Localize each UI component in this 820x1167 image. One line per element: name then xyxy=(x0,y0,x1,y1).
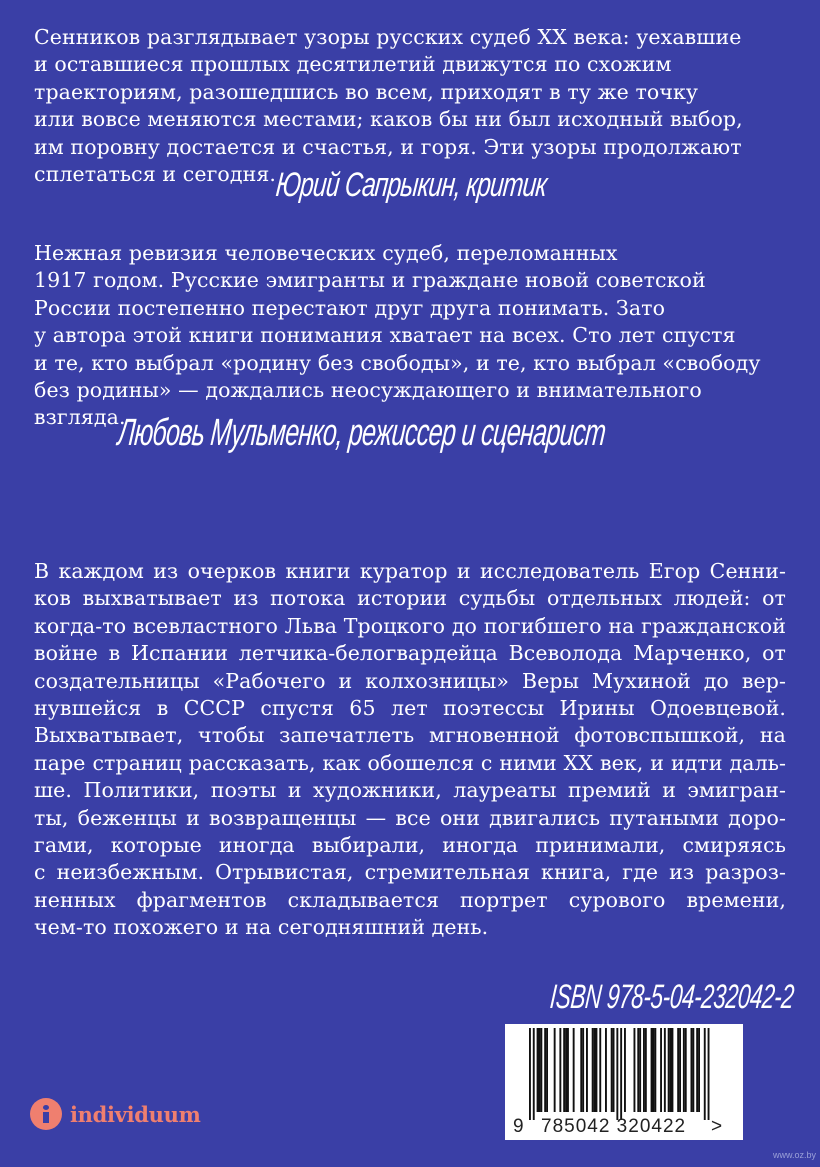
barcode-bar xyxy=(639,1028,641,1112)
text-line: 1917 годом. Русские эмигранты и граждане новой советской xyxy=(34,268,706,293)
text-line: Выхватывает, чтобы запечатлеть мгновенной фотовспышкой, на xyxy=(34,723,786,748)
text-line: войне в Испании летчика-белогвардейца Всеволода Марченко, от xyxy=(34,641,786,666)
text-line: России постепенно перестают друг друга понимать. Зато xyxy=(34,295,666,320)
barcode-bar xyxy=(611,1028,613,1112)
barcode-bar xyxy=(692,1028,694,1112)
barcode-bar xyxy=(605,1028,607,1112)
barcode-bar xyxy=(567,1028,569,1112)
book-description xyxy=(34,558,786,942)
text-line: без родины» — дождались неосуждающего и внимательного xyxy=(34,378,702,403)
text-line: взгляда. xyxy=(34,405,126,430)
barcode-bar xyxy=(573,1028,575,1112)
text-line: ше. Политики, поэты и художники, лауреаты премий и эмигран- xyxy=(34,778,786,803)
barcode-bar xyxy=(563,1028,565,1112)
barcode-bar xyxy=(698,1028,700,1112)
barcode-bar xyxy=(613,1028,615,1112)
barcode-bar xyxy=(679,1028,681,1112)
text-line: ков выхватывает из потока истории судьбы отдельных людей: от xyxy=(34,586,786,611)
text-line: В каждом из очерков книги куратор и исследователь Егор Сенни- xyxy=(34,559,786,583)
text-line: сплетаться и сегодня. xyxy=(34,162,277,187)
review-author-mulmenko: Любовь Мульменко, режиссер и сценарист xyxy=(116,412,608,454)
barcode-bar xyxy=(677,1028,679,1112)
barcode-bar xyxy=(664,1028,666,1112)
barcode-bar xyxy=(654,1028,656,1112)
barcode-bar xyxy=(599,1028,601,1112)
text-line: чем-то похожего и на сегодняшний день. xyxy=(34,915,489,940)
barcode-bar xyxy=(691,1028,693,1112)
barcode-bar xyxy=(696,1028,698,1112)
barcode-bar xyxy=(540,1028,542,1112)
text-line: и те, кто выбрал «родину без свободы», и те, кто выбрал «свободу xyxy=(34,350,761,375)
barcode-bar xyxy=(559,1028,561,1112)
text-line: траекториям, разошедшись во всем, приходят в ту же точку xyxy=(34,79,699,104)
barcode xyxy=(505,1024,743,1140)
publisher-logo xyxy=(30,1098,201,1130)
text-line: Нежная ревизия человеческих судеб, переломанных xyxy=(34,241,618,265)
barcode-bar xyxy=(683,1028,685,1112)
barcode-bar xyxy=(582,1028,584,1112)
barcode-bar xyxy=(704,1028,706,1120)
barcode-digits xyxy=(505,1113,743,1140)
text-line: им поровну достается и счастья, и горя. Эти узоры продолжают xyxy=(34,134,742,159)
barcode-bar xyxy=(533,1028,535,1120)
barcode-bar xyxy=(708,1028,710,1120)
barcode-bar xyxy=(586,1028,588,1112)
barcode-number: 785042 320422 xyxy=(541,1116,687,1137)
barcode-bar xyxy=(596,1028,598,1112)
text-line: с неизбежным. Отрывистая, стремительная книга, где из разроз- xyxy=(34,860,786,885)
text-line: нувшейся в СССР спустя 65 лет поэтессы Ирины Одоевцевой. xyxy=(34,696,786,721)
text-line: ненных фрагментов складывается портрет сурового времени, xyxy=(34,887,786,912)
text-line: создательницы «Рабочего и колхозницы» Веры Мухиной до вер- xyxy=(34,668,786,693)
barcode-bar xyxy=(637,1028,639,1112)
barcode-bar xyxy=(554,1028,556,1112)
barcode-bar xyxy=(580,1028,582,1112)
barcode-bar xyxy=(660,1028,662,1112)
barcode-bar xyxy=(565,1028,567,1112)
barcode-bar xyxy=(651,1028,653,1112)
barcode-bar xyxy=(539,1028,541,1112)
text-line: и оставшиеся прошлых десятилетий движутся по схожим xyxy=(34,52,672,77)
barcode-bar xyxy=(672,1028,674,1112)
barcode-bar xyxy=(653,1028,655,1112)
info-i-icon xyxy=(30,1098,62,1130)
barcode-bar xyxy=(544,1028,546,1112)
barcode-bar xyxy=(616,1028,618,1120)
barcode-bar xyxy=(620,1028,622,1120)
barcode-bar xyxy=(670,1028,672,1112)
text-line: паре страниц рассказать, как обошелся с ними XX век, и идти даль- xyxy=(34,750,786,775)
barcode-bar xyxy=(643,1028,645,1112)
barcode-bar xyxy=(685,1028,687,1112)
barcode-bar xyxy=(634,1028,636,1112)
review-saprykin xyxy=(34,24,754,188)
barcode-bar xyxy=(645,1028,647,1112)
barcode-arrow: > xyxy=(711,1116,723,1137)
watermark: www.oz.by xyxy=(772,1150,816,1160)
barcode-bar xyxy=(624,1028,626,1112)
barcode-bar xyxy=(594,1028,596,1112)
text-line: Сенников разглядывает узоры русских судеб XX века: уехавшие xyxy=(34,25,742,49)
text-line: у автора этой книги понимания хватает на всех. Сто лет спустя xyxy=(34,323,736,348)
barcode-bar xyxy=(592,1028,594,1112)
isbn-label: ISBN 978-5-04-232042-2 xyxy=(548,978,796,1016)
barcode-bar xyxy=(537,1028,539,1112)
text-line: ты, беженцы и возвращенцы — все они двигались путаными доро- xyxy=(34,805,786,830)
barcode-bar xyxy=(546,1028,548,1112)
review-mulmenko xyxy=(34,240,761,432)
text-line: гами, которые иногда выбирали, иногда принимали, смиряясь xyxy=(34,833,786,858)
text-line: когда-то всевластного Льва Троцкого до погибшего на гражданской xyxy=(34,613,786,638)
barcode-bar xyxy=(529,1028,531,1120)
text-line: или вовсе меняются местами; каков бы ни был исходный выбор, xyxy=(34,107,743,132)
review-author-saprykin: Юрий Сапрыкин, критик xyxy=(274,166,549,204)
publisher-name: individuum xyxy=(70,1101,201,1127)
barcode-first-digit: 9 xyxy=(513,1116,524,1137)
barcode-bar xyxy=(668,1028,670,1112)
